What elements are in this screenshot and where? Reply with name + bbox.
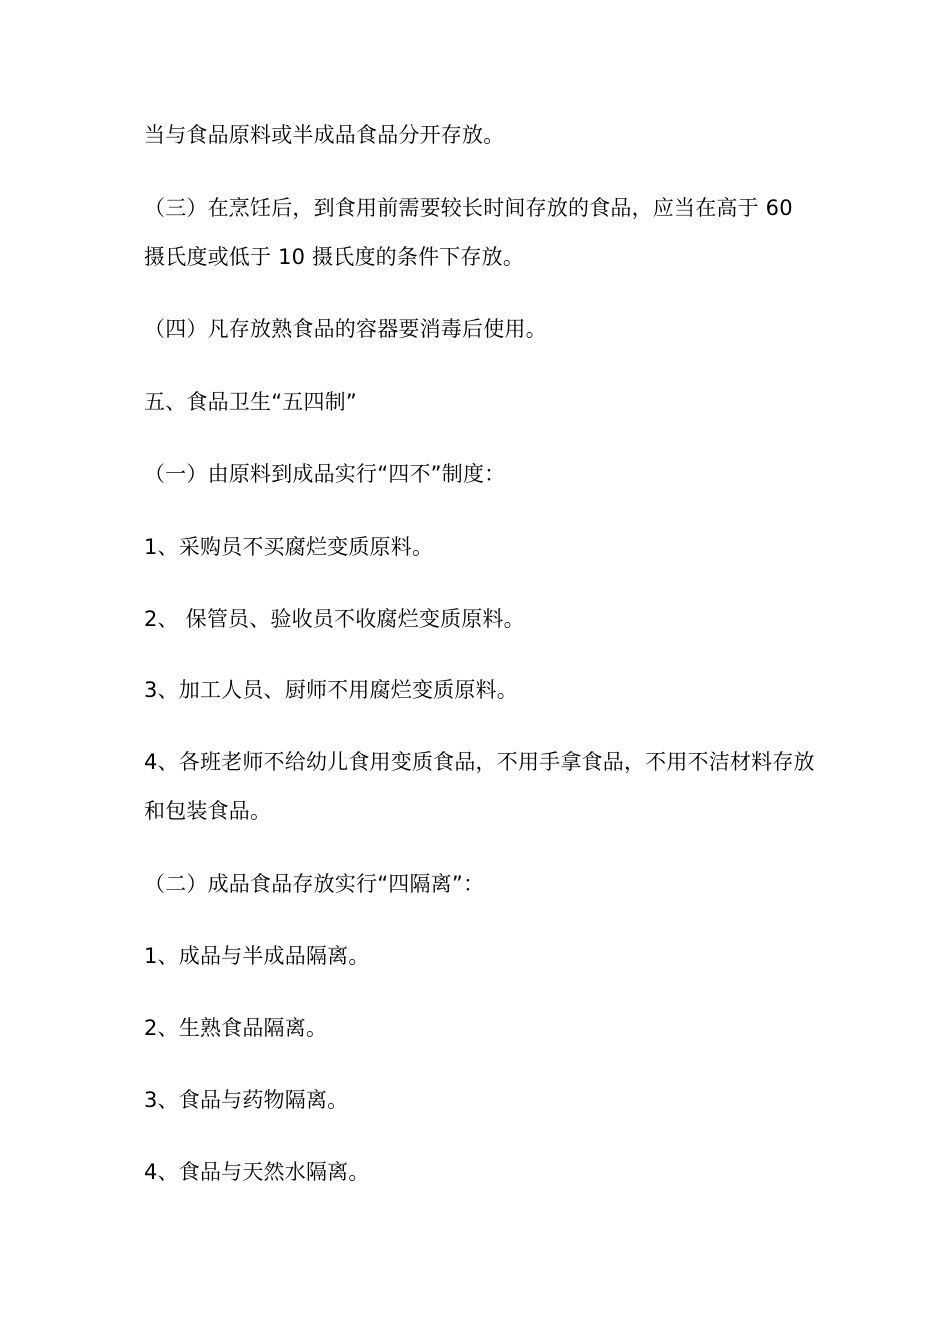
- list-item-continuation: 和包装食品。: [144, 799, 272, 823]
- list-item: 2、 保管员、验收员不收腐烂变质原料。: [144, 607, 525, 631]
- text-line: 摄氏度或低于 10 摄氏度的条件下存放。: [144, 245, 525, 269]
- list-item: 1、采购员不买腐烂变质原料。: [144, 535, 434, 559]
- text-line: （四）凡存放熟食品的容器要消毒后使用。: [144, 317, 547, 341]
- section-heading: 五、食品卫生“五四制”: [144, 390, 357, 414]
- subsection-heading: （一）由原料到成品实行“四不”制度：: [144, 462, 506, 486]
- list-item: 2、生熟食品隔离。: [144, 1016, 328, 1040]
- text-line: （三）在烹饪后，到食用前需要较长时间存放的食品，应当在高于 60: [144, 196, 793, 220]
- list-item: 3、加工人员、厨师不用腐烂变质原料。: [144, 678, 518, 702]
- list-item: 1、成品与半成品隔离。: [144, 944, 370, 968]
- list-item: 4、食品与天然水隔离。: [144, 1160, 370, 1184]
- list-item: 3、食品与药物隔离。: [144, 1088, 349, 1112]
- list-item: 4、各班老师不给幼儿食用变质食品，不用手拿食品，不用不洁材料存放: [144, 750, 815, 774]
- text-line: 当与食品原料或半成品食品分开存放。: [144, 123, 505, 147]
- subsection-heading: （二）成品食品存放实行“四隔离”：: [144, 872, 485, 896]
